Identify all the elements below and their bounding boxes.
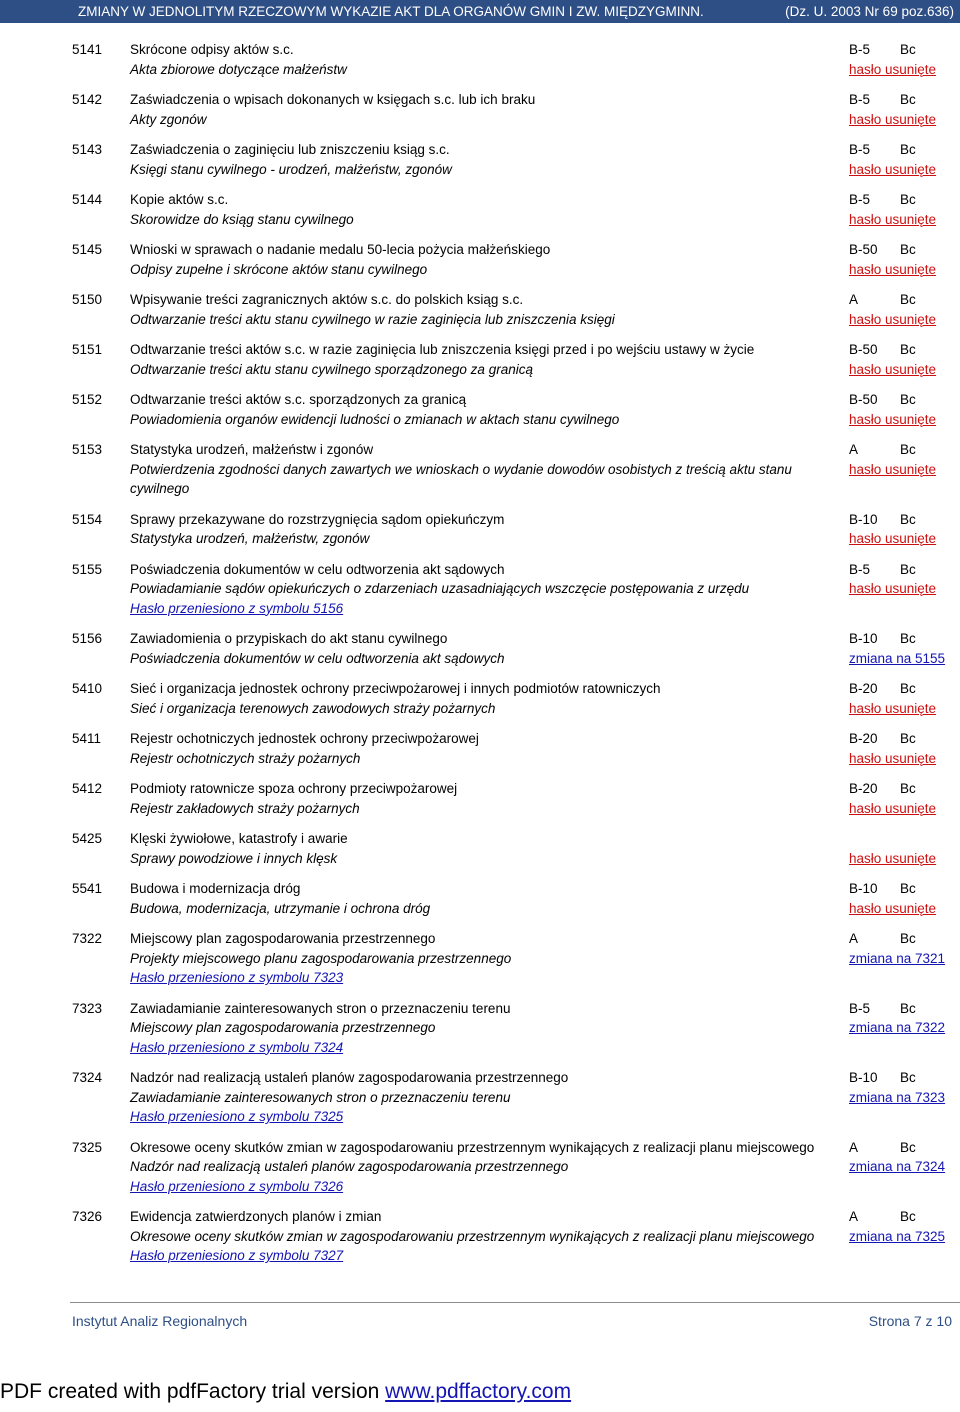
category-symbol: B-20 (849, 781, 878, 796)
record-title-line (0, 190, 960, 210)
record-5155 (0, 560, 960, 619)
record-old-line (0, 899, 960, 919)
record-old-line (0, 799, 960, 819)
pdf-trial-banner (0, 1380, 571, 1404)
record-old-line (0, 260, 960, 280)
record-old-title: Sprawy powodziowe i innych klęsk (130, 850, 338, 866)
record-7322 (0, 929, 960, 988)
record-old-line (0, 649, 960, 669)
category-symbol: B-10 (849, 1070, 878, 1085)
record-5156 (0, 629, 960, 668)
record-title-line (0, 1207, 960, 1227)
record-old-line (0, 1088, 960, 1108)
record-7324 (0, 1068, 960, 1127)
record-moved-line (0, 968, 960, 988)
category-secondary: Bc (900, 561, 916, 577)
record-old-title: Rejestr ochotniczych straży pożarnych (130, 750, 361, 766)
record-code: 5150 (72, 292, 103, 307)
record-category (849, 779, 916, 799)
category-symbol: B-5 (849, 561, 871, 577)
record-status-note: hasło usunięte (849, 581, 937, 596)
record-title: Kopie aktów s.c. (130, 192, 229, 207)
record-5412 (0, 779, 960, 818)
record-old-line (0, 1227, 960, 1247)
record-status-note[interactable]: zmiana na 7321 (849, 950, 946, 966)
record-status-note: hasło usunięte (849, 850, 937, 866)
pdf-trial-text: PDF created with pdfFactory trial version (0, 1380, 386, 1403)
record-old-title: Skorowidze do ksiąg stanu cywilnego (130, 211, 354, 227)
record-old-title: Statystyka urodzeń, małżeństw, zgonów (130, 531, 370, 546)
record-category (849, 729, 916, 749)
record-title-line (0, 829, 960, 849)
record-status-note[interactable]: zmiana na 5155 (849, 650, 946, 666)
record-title-line (0, 140, 960, 160)
record-old-title: Odtwarzanie treści aktu stanu cywilnego sporządzonego za granicą (130, 361, 533, 377)
record-category (849, 390, 916, 410)
record-old-line (0, 460, 960, 499)
record-code: 7322 (72, 931, 103, 946)
record-status-note: hasło usunięte (849, 700, 937, 716)
category-symbol: B-10 (849, 631, 878, 646)
record-moved-line (0, 1246, 960, 1266)
record-title: Wpisywanie treści zagranicznych aktów s.c. do polskich ksiąg s.c. (130, 292, 524, 307)
record-5142 (0, 90, 960, 129)
footer-page-number: Strona 7 z 10 (868, 1313, 952, 1329)
record-title-line (0, 729, 960, 749)
category-symbol: A (849, 442, 859, 457)
category-symbol: B-5 (849, 142, 871, 157)
record-title-line (0, 390, 960, 410)
record-title-line (0, 240, 960, 260)
record-category (849, 1207, 916, 1227)
category-secondary: Bc (900, 881, 916, 896)
record-category (849, 629, 916, 649)
category-secondary: Bc (900, 242, 916, 257)
record-moved-line (0, 1107, 960, 1127)
category-symbol: B-10 (849, 881, 878, 896)
category-symbol: B-20 (849, 731, 878, 746)
category-secondary: Bc (900, 681, 916, 696)
record-category (849, 440, 916, 460)
category-secondary: Bc (900, 292, 916, 307)
category-secondary: Bc (900, 442, 916, 457)
record-old-line (0, 749, 960, 769)
record-code: 5144 (72, 192, 103, 207)
record-title-line (0, 879, 960, 899)
record-title: Sprawy przekazywane do rozstrzygnięcia sądom opiekuńczym (130, 511, 505, 527)
records-list (0, 40, 960, 1277)
record-status-note: hasło usunięte (849, 411, 937, 427)
record-old-line (0, 160, 960, 180)
category-symbol: B-50 (849, 392, 878, 407)
record-status-note: hasło usunięte (849, 311, 937, 327)
record-old-line (0, 849, 960, 869)
record-code: 5143 (72, 142, 103, 157)
category-symbol: A (849, 1139, 859, 1155)
record-title: Nadzór nad realizacją ustaleń planów zagospodarowania przestrzennego (130, 1070, 569, 1085)
record-old-line (0, 1018, 960, 1038)
category-symbol: B-20 (849, 681, 878, 696)
record-moved-line (0, 1177, 960, 1197)
record-5154 (0, 510, 960, 549)
category-secondary: Bc (900, 631, 916, 646)
record-code: 5155 (72, 561, 103, 577)
record-moved-link[interactable]: Hasło przeniesiono z symbolu 5156 (130, 600, 344, 616)
category-symbol: B-5 (849, 1000, 871, 1016)
record-moved-link[interactable]: Hasło przeniesiono z symbolu 7327 (130, 1248, 344, 1263)
record-old-title: Akta zbiorowe dotyczące małżeństw (130, 61, 347, 77)
record-title-line (0, 290, 960, 310)
record-category (849, 510, 916, 530)
record-5151 (0, 340, 960, 379)
record-category (849, 340, 916, 360)
record-7323 (0, 999, 960, 1058)
record-old-title: Projekty miejscowego planu zagospodarowania przestrzennego (130, 950, 512, 966)
record-old-title: Potwierdzenia zgodności danych zawartych we wnioskach o wydanie dowodów osobistych z treścią aktu stanu cywilnego (130, 461, 792, 496)
record-code: 5541 (72, 881, 103, 896)
record-status-note: hasło usunięte (849, 161, 937, 177)
record-status-note: hasło usunięte (849, 531, 937, 546)
record-category (849, 679, 916, 699)
record-moved-link[interactable]: Hasło przeniesiono z symbolu 7323 (130, 970, 344, 985)
category-secondary: Bc (900, 392, 916, 407)
category-secondary: Bc (900, 92, 916, 107)
category-symbol: B-50 (849, 242, 878, 257)
record-old-title: Rejestr zakładowych straży pożarnych (130, 800, 360, 816)
record-title: Ewidencja zatwierdzonych planów i zmian (130, 1209, 382, 1224)
record-title: Rejestr ochotniczych jednostek ochrony przeciwpożarowej (130, 731, 479, 746)
record-title: Poświadczenia dokumentów w celu odtworzenia akt sądowych (130, 561, 505, 577)
record-old-line (0, 699, 960, 719)
record-5541 (0, 879, 960, 918)
record-7325 (0, 1138, 960, 1197)
record-5143 (0, 140, 960, 179)
record-old-line (0, 310, 960, 330)
record-title: Zaświadczenia o zaginięciu lub zniszczeniu ksiąg s.c. (130, 142, 450, 157)
record-status-note: hasło usunięte (849, 211, 937, 227)
record-status-note: hasło usunięte (849, 461, 937, 477)
record-category (849, 929, 916, 949)
record-old-title: Miejscowy plan zagospodarowania przestrzennego (130, 1020, 436, 1035)
category-secondary: Bc (900, 342, 916, 357)
record-title-line (0, 340, 960, 360)
record-code: 5412 (72, 781, 103, 796)
record-category (849, 879, 916, 899)
record-old-line (0, 210, 960, 230)
record-code: 5156 (72, 631, 103, 646)
record-old-title: Poświadczenia dokumentów w celu odtworzenia akt sądowych (130, 650, 505, 666)
category-secondary: Bc (900, 781, 916, 796)
record-code: 5153 (72, 442, 103, 457)
record-5153 (0, 440, 960, 499)
record-old-line (0, 60, 960, 80)
record-status-note: hasło usunięte (849, 800, 937, 816)
record-title: Budowa i modernizacja dróg (130, 881, 301, 896)
header-title: ZMIANY W JEDNOLITYM RZECZOWYM WYKAZIE AKT DLA ORGANÓW GMIN I ZW. MIĘDZYGMINN. (78, 4, 704, 19)
category-secondary: Bc (900, 1209, 916, 1224)
record-old-title: Akty zgonów (130, 111, 207, 127)
record-title-line (0, 1138, 960, 1158)
record-5152 (0, 390, 960, 429)
record-title-line (0, 560, 960, 580)
record-old-title: Powiadamianie sądów opiekuńczych o zdarzeniach uzasadniających wszczęcie postępowania z urzędu (130, 581, 750, 596)
record-5410 (0, 679, 960, 718)
footer-institution: Instytut Analiz Regionalnych (72, 1313, 248, 1329)
record-title-line (0, 629, 960, 649)
record-old-title: Nadzór nad realizacją ustaleń planów zagospodarowania przestrzennego (130, 1159, 569, 1174)
record-5141 (0, 40, 960, 79)
record-status-note: hasło usunięte (849, 61, 937, 77)
category-symbol: B-5 (849, 192, 871, 207)
record-code: 5411 (72, 731, 102, 746)
record-category (849, 999, 916, 1019)
document-header (0, 0, 960, 23)
record-category (849, 290, 916, 310)
record-old-line (0, 529, 960, 549)
record-title-line (0, 999, 960, 1019)
record-old-title: Sieć i organizacja terenowych zawodowych straży pożarnych (130, 700, 496, 716)
category-symbol: B-5 (849, 42, 871, 57)
footer-divider (70, 1302, 960, 1303)
record-title-line (0, 1068, 960, 1088)
record-title: Zaświadczenia o wpisach dokonanych w księgach s.c. lub ich braku (130, 92, 536, 107)
record-old-line (0, 949, 960, 969)
record-status-note: hasło usunięte (849, 111, 937, 127)
category-secondary: Bc (900, 931, 916, 946)
record-old-line (0, 360, 960, 380)
category-secondary: Bc (900, 731, 916, 746)
record-moved-link[interactable]: Hasło przeniesiono z symbolu 7324 (130, 1039, 344, 1055)
record-5144 (0, 190, 960, 229)
record-code: 7326 (72, 1209, 103, 1224)
record-old-title: Budowa, modernizacja, utrzymanie i ochrona dróg (130, 900, 431, 916)
record-title: Skrócone odpisy aktów s.c. (130, 42, 294, 57)
category-secondary: Bc (900, 192, 916, 207)
record-code: 5141 (72, 42, 103, 57)
record-category (849, 240, 916, 260)
record-title-line (0, 679, 960, 699)
record-7326 (0, 1207, 960, 1266)
category-symbol: A (849, 292, 859, 307)
record-title: Statystyka urodzeń, małżeństw i zgonów (130, 442, 374, 457)
record-code: 7325 (72, 1139, 103, 1155)
record-title: Odtwarzanie treści aktów s.c. w razie zaginięcia lub zniszczenia księgi przed i po wejściu ustawy w życie (130, 342, 755, 357)
record-category (849, 1138, 916, 1158)
record-category (849, 190, 916, 210)
record-title: Sieć i organizacja jednostek ochrony przeciwpożarowej i innych podmiotów ratowniczych (130, 681, 661, 696)
record-title: Zawiadamianie zainteresowanych stron o przeznaczeniu terenu (130, 1000, 511, 1016)
record-code: 7324 (72, 1070, 103, 1085)
record-title: Miejscowy plan zagospodarowania przestrzennego (130, 931, 436, 946)
record-old-title: Odtwarzanie treści aktu stanu cywilnego w razie zaginięcia lub zniszczenia księgi (130, 311, 615, 327)
record-category (849, 1068, 916, 1088)
category-symbol: B-10 (849, 511, 878, 527)
record-status-note: hasło usunięte (849, 261, 937, 277)
record-category (849, 140, 916, 160)
record-moved-line (0, 599, 960, 619)
record-title: Klęski żywiołowe, katastrofy i awarie (130, 831, 348, 846)
record-status-note[interactable]: zmiana na 7325 (849, 1228, 946, 1244)
record-code: 5151 (72, 342, 103, 357)
pdffactory-link[interactable]: www.pdffactory.com (385, 1380, 572, 1403)
record-status-note: hasło usunięte (849, 361, 937, 377)
record-title-line (0, 440, 960, 460)
record-status-note[interactable]: zmiana na 7322 (849, 1020, 946, 1035)
record-title: Zawiadomienia o przypiskach do akt stanu cywilnego (130, 631, 448, 646)
record-status-note: hasło usunięte (849, 750, 937, 766)
record-moved-line (0, 1038, 960, 1058)
record-5150 (0, 290, 960, 329)
record-old-title: Odpisy zupełne i skrócone aktów stanu cywilnego (130, 261, 428, 277)
record-category (849, 560, 916, 580)
record-old-title: Zawiadamianie zainteresowanych stron o przeznaczeniu terenu (130, 1089, 511, 1105)
record-title: Odtwarzanie treści aktów s.c. sporządzonych za granicą (130, 392, 467, 407)
category-secondary: Bc (900, 1000, 916, 1016)
header-reference: (Dz. U. 2003 Nr 69 poz.636) (785, 4, 954, 19)
category-secondary: Bc (900, 511, 916, 527)
record-title-line (0, 90, 960, 110)
record-title-line (0, 779, 960, 799)
record-category (849, 40, 916, 60)
record-status-note: hasło usunięte (849, 900, 937, 916)
record-5425 (0, 829, 960, 868)
record-title-line (0, 929, 960, 949)
record-old-line (0, 110, 960, 130)
record-old-line (0, 1157, 960, 1177)
record-code: 5154 (72, 511, 103, 527)
record-code: 5425 (72, 831, 103, 846)
record-old-title: Okresowe oceny skutków zmian w zagospodarowaniu przestrzennym wynikających z realizacji planu miejscowego (130, 1228, 815, 1244)
record-title: Wnioski w sprawach o nadanie medalu 50-lecia pożycia małżeńskiego (130, 242, 551, 257)
record-old-line (0, 410, 960, 430)
record-moved-link[interactable]: Hasło przeniesiono z symbolu 7326 (130, 1178, 344, 1194)
category-secondary: Bc (900, 142, 916, 157)
record-moved-link[interactable]: Hasło przeniesiono z symbolu 7325 (130, 1109, 344, 1124)
record-title-line (0, 510, 960, 530)
record-old-title: Księgi stanu cywilnego - urodzeń, małżeństw, zgonów (130, 161, 452, 177)
record-code: 5410 (72, 681, 103, 696)
record-title: Okresowe oceny skutków zmian w zagospodarowaniu przestrzennym wynikających z realizacji planu miejscowego (130, 1139, 815, 1155)
category-secondary: Bc (900, 1070, 916, 1085)
category-symbol: B-50 (849, 342, 878, 357)
category-symbol: B-5 (849, 92, 871, 107)
record-code: 5145 (72, 242, 103, 257)
record-category (849, 90, 916, 110)
category-symbol: A (849, 931, 859, 946)
record-5145 (0, 240, 960, 279)
record-title-line (0, 40, 960, 60)
record-5411 (0, 729, 960, 768)
record-title: Podmioty ratownicze spoza ochrony przeciwpożarowej (130, 781, 458, 796)
record-code: 5152 (72, 392, 103, 407)
record-old-title: Powiadomienia organów ewidencji ludności o zmianach w aktach stanu cywilnego (130, 411, 620, 427)
category-secondary: Bc (900, 42, 916, 57)
record-code: 5142 (72, 92, 103, 107)
category-symbol: A (849, 1209, 859, 1224)
category-secondary: Bc (900, 1139, 916, 1155)
record-status-note[interactable]: zmiana na 7324 (849, 1159, 946, 1174)
record-status-note[interactable]: zmiana na 7323 (849, 1089, 946, 1105)
record-old-line (0, 579, 960, 599)
record-code: 7323 (72, 1000, 103, 1016)
